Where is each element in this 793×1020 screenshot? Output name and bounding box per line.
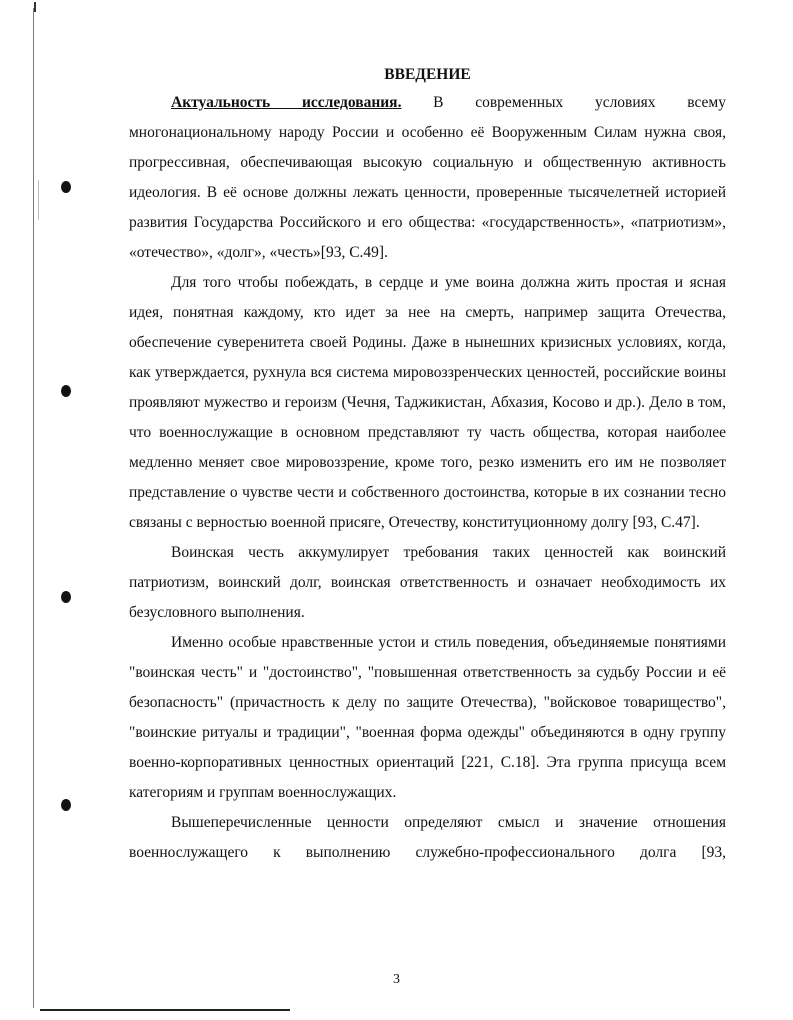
page-number: 3 (393, 972, 400, 987)
paragraph-3: Воинская честь аккумулирует требования таких ценностей как воинский патриотизм, воинский долг, воинская ответственность и означает необходимость их безусловного выполнения. (129, 544, 726, 621)
binding-hole-icon (61, 181, 71, 193)
scan-corner-mark (34, 2, 42, 12)
scan-bottom-rule (40, 1009, 290, 1011)
paragraph-1 (129, 88, 726, 268)
document-body (129, 62, 726, 868)
paragraph-lead: Актуальность исследования. (171, 94, 402, 111)
binding-hole-icon (61, 591, 71, 603)
paragraph-4: Именно особые нравственные устои и стиль поведения, объединяемые понятиями "воинская честь" и "достоинство", "повышенная ответственность за судьбу России и её безопасность" (причастность к делу по защите Отечества), "войсковое товарищество", "воинские ритуалы и традиции", "военная форма одежды" объединяются в одну группу военно-корпоративных ценностных ориентаций [221, С.18]. Эта группа присуща всем категориям и группам военнослужащих. (129, 634, 726, 801)
paragraph-text: В современных условиях всему многонациональному народу России и особенно её Вооруженным Силам нужна своя, прогрессивная, обеспечивающая высокую социальную и общественную активность идеология. В её основе должны лежать ценности, проверенные тысячелетней историей развития Государства Российского и его общества: «государственность», «патриотизм», «отечество», «долг», «честь»[93, С.49]. (129, 94, 726, 261)
scan-edge-line-short (38, 180, 39, 220)
scan-edge-line (33, 8, 34, 1008)
binding-hole-icon (61, 799, 71, 811)
paragraph-5: Вышеперечисленные ценности определяют смысл и значение отношения военнослужащего к выполнению служебно-профессионального долга [93, (129, 814, 726, 861)
binding-hole-icon (61, 385, 71, 397)
page-title: ВВЕДЕНИЕ (384, 66, 471, 83)
paragraph-2: Для того чтобы побеждать, в сердце и уме воина должна жить простая и ясная идея, понятная каждому, кто идет за нее на смерть, например защита Отечества, обеспечение суверенитета своей Родины. Даже в нынешних кризисных условиях, когда, как утверждается, рухнула вся система мировоззренческих ценностей, российские воины проявляют мужество и героизм (Чечня, Таджикистан, Абхазия, Косово и др.). Дело в том, что военнослужащие в основном представляют ту часть общества, которая наиболее медленно меняет свое мировоззрение, кроме того, резко изменить его им не позволяет представление о чувстве чести и собственного достоинства, которые в их сознании тесно связаны с верностью военной присяге, Отечеству, конституционному долгу [93, С.47]. (129, 274, 726, 531)
